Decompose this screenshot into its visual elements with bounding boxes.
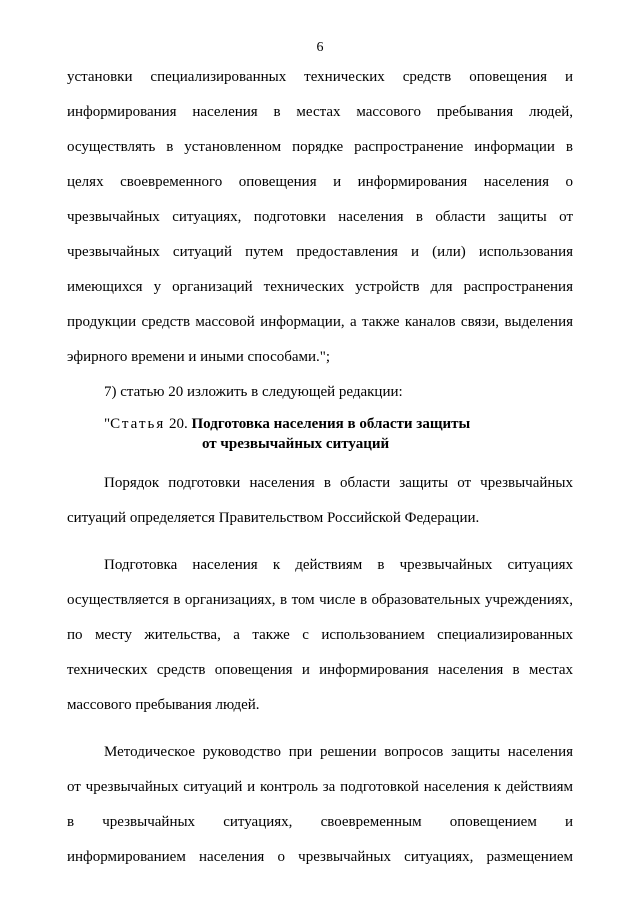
text-line: Методическое руководство при решении вопросов защиты населения <box>104 744 573 760</box>
text-line: ситуаций определяется Правительством Российской Федерации. <box>67 510 480 526</box>
text-line: имеющихся у организаций технических устройств для распространения <box>67 279 573 295</box>
text-line: целях своевременного оповещения и информирования населения о <box>67 174 573 190</box>
document-body <box>67 60 573 875</box>
text-line: по месту жительства, а также с использованием специализированных <box>67 627 573 643</box>
paragraph-training <box>67 548 573 723</box>
text-line: информирования населения в местах массового пребывания людей, <box>67 104 573 120</box>
text-line: осуществляется в организациях, в том числе в образовательных учреждениях, <box>67 592 573 608</box>
text-line: массового пребывания людей. <box>67 697 260 713</box>
text-line: Подготовка населения к действиям в чрезвычайных ситуациях <box>104 557 573 573</box>
text-line: от чрезвычайных ситуаций и контроль за подготовкой населения к действиям <box>67 779 573 795</box>
text-line: осуществлять в установленном порядке распространение информации в <box>67 139 573 155</box>
article-heading <box>67 414 573 454</box>
page-number: 6 <box>316 40 324 55</box>
text-line: установки специализированных технических средств оповещения и <box>67 69 573 85</box>
article-word: Статья <box>110 416 166 432</box>
text-line: чрезвычайных ситуациях, подготовки населения в области защиты от <box>67 209 573 225</box>
text-line: Порядок подготовки населения в области защиты от чрезвычайных <box>104 475 573 491</box>
text-line: технических средств оповещения и информирования населения в местах <box>67 662 573 678</box>
text-line: эфирного времени и иными способами."; <box>67 349 331 365</box>
article-number: 20. <box>165 416 188 432</box>
amendment-item-7: 7) статью 20 изложить в следующей редакции: <box>104 384 403 400</box>
text-line: в чрезвычайных ситуациях, своевременным оповещением и <box>67 814 573 830</box>
article-quote: " <box>104 416 111 432</box>
paragraph-continuation <box>67 60 573 375</box>
article-title-line2: от чрезвычайных ситуаций <box>202 436 390 452</box>
text-line: чрезвычайных ситуаций путем предоставления и (или) использования <box>67 244 573 260</box>
text-line: информированием населения о чрезвычайных ситуациях, размещением <box>67 849 573 865</box>
paragraph-procedure <box>67 466 573 536</box>
paragraph-methodical-guidance <box>67 735 573 875</box>
article-heading-line1 <box>67 414 573 434</box>
article-title-line1: Подготовка населения в области защиты <box>191 416 471 432</box>
text-line: продукции средств массовой информации, а также каналов связи, выделения <box>67 314 573 330</box>
